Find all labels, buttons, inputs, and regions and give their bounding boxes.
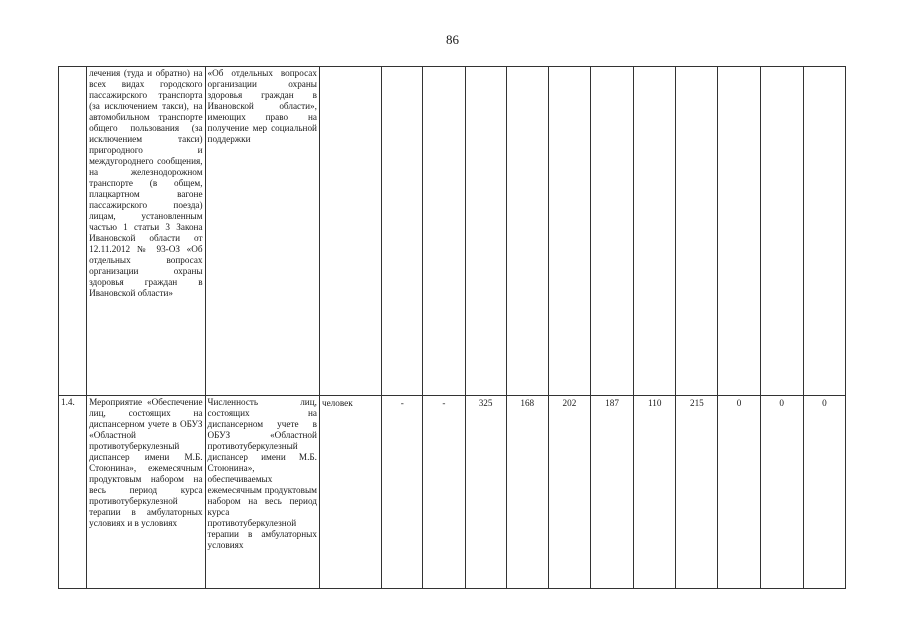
cell-measure: Мероприятие «Обеспечение лиц, состоящих на диспансерном учете в ОБУЗ «Областной противотуберкулезный диспансер имени М.Б. Стоюнина», ежемесячным продуктовым набором на весь период курса противотуберкулезной терапии в амбулаторных условиях и в условиях bbox=[87, 396, 205, 589]
cell-value bbox=[506, 67, 548, 396]
cell-measure: лечения (туда и обратно) на всех видах городского пассажирского транспорта (за исключением такси), на автомобильном транспорте общего пользования (за исключением такси) пригородного и междугороднего сообщения, на железнодорожном транспорте (в общем, плацкартном вагоне пассажирского поезда) лицам, установленным частью 1 статьи 3 Закона Ивановской области от 12.11.2012 № 93-ОЗ «Об отдельных вопросах организации охраны здоровья граждан в Ивановской области» bbox=[87, 67, 205, 396]
cell-value bbox=[590, 67, 633, 396]
cell-value: 110 bbox=[634, 396, 676, 589]
cell-value bbox=[718, 67, 760, 396]
cell-value bbox=[548, 67, 590, 396]
cell-value: 0 bbox=[718, 396, 760, 589]
cell-value: - bbox=[423, 396, 465, 589]
cell-no: 1.4. bbox=[59, 396, 87, 589]
cell-value: 202 bbox=[548, 396, 590, 589]
cell-value: 168 bbox=[506, 396, 548, 589]
cell-value bbox=[423, 67, 465, 396]
cell-value bbox=[634, 67, 676, 396]
cell-value: 0 bbox=[803, 396, 845, 589]
cell-value bbox=[803, 67, 845, 396]
cell-value: - bbox=[382, 396, 423, 589]
cell-value: 215 bbox=[676, 396, 718, 589]
cell-value bbox=[465, 67, 506, 396]
cell-indicator: «Об отдельных вопросах организации охраны здоровья граждан в Ивановской области», имеющих право на получение мер социальной поддержки bbox=[205, 67, 319, 396]
table-row-continuation bbox=[59, 67, 846, 396]
cell-value: 325 bbox=[465, 396, 506, 589]
cell-unit bbox=[319, 67, 381, 396]
page-number: 86 bbox=[446, 32, 459, 47]
cell-value: 187 bbox=[590, 396, 633, 589]
cell-value: 0 bbox=[760, 396, 803, 589]
program-table bbox=[58, 66, 846, 589]
cell-value bbox=[382, 67, 423, 396]
table-row-1-4 bbox=[59, 396, 846, 589]
cell-no bbox=[59, 67, 87, 396]
cell-value bbox=[760, 67, 803, 396]
cell-value bbox=[676, 67, 718, 396]
cell-unit: человек bbox=[319, 396, 381, 589]
cell-indicator: Численность лиц, состоящих на диспансерном учете в ОБУЗ «Областной противотуберкулезный диспансер имени М.Б. Стоюнина», обеспечиваемых ежемесячным продуктовым набором на весь период курса противотуберкулезной терапии в амбулаторных условиях bbox=[205, 396, 319, 589]
